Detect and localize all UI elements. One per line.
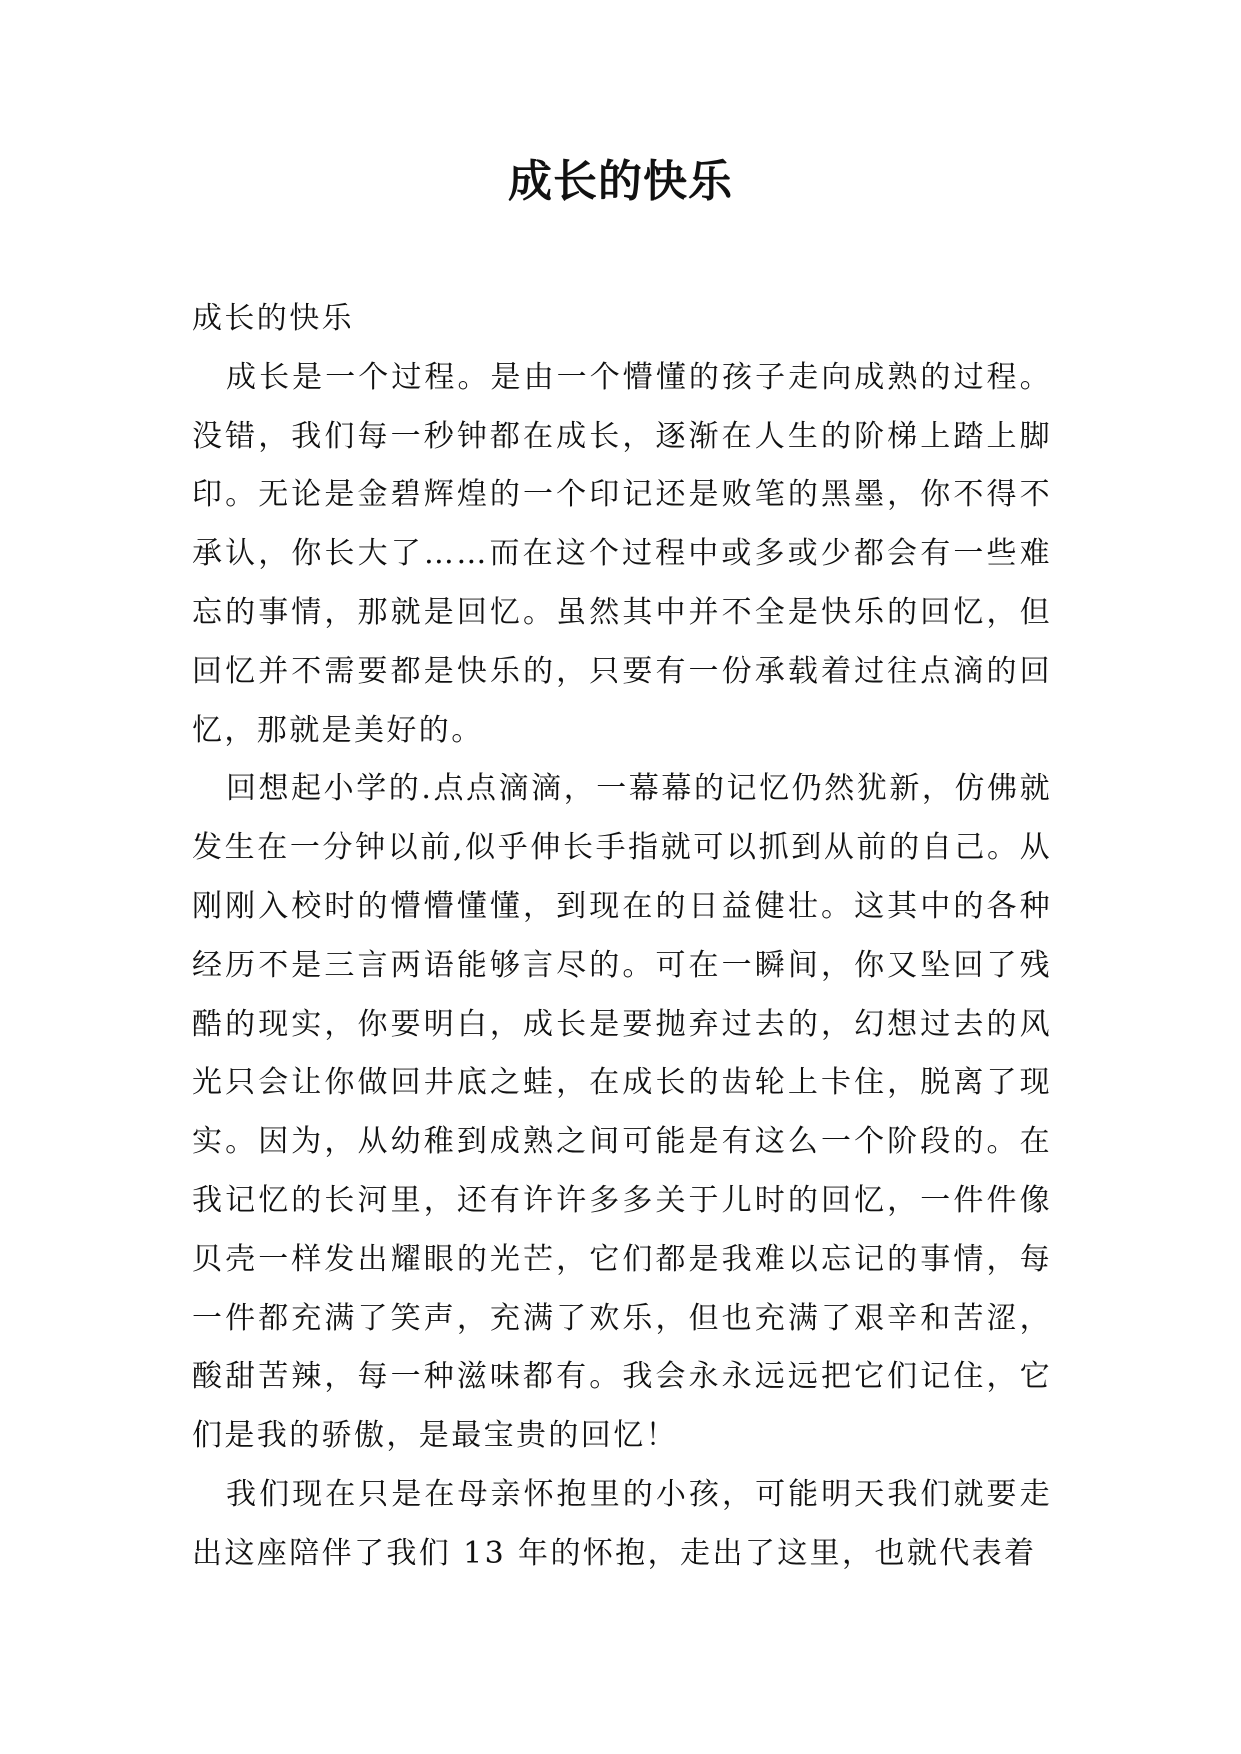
document-subtitle: 成长的快乐 (192, 301, 354, 336)
document-title: 成长的快乐 (508, 156, 733, 207)
paragraph-2: 回想起小学的.点点滴滴，一幕幕的记忆仍然犹新，仿佛就发生在一分钟以前,似乎伸长手指就可以抓到从前的自己。从刚刚入校时的懵懵懂懂，到现在的日益健壮。这其中的各种经历不是三言两语能够言尽的。可在一瞬间，你又坠回了残酷的现实，你要明白，成长是要抛弃过去的，幻想过去的风光只会让你做回井底之蛙，在成长的齿轮上卡住，脱离了现实。因为，从幼稚到成熟之间可能是有这么一个阶段的。在我记忆的长河里，还有许许多多关于儿时的回忆，一件件像贝壳一样发出耀眼的光芒，它们都是我难以忘记的事情，每一件都充满了笑声，充满了欢乐，但也充满了艰辛和苦涩，酸甜苦辣，每一种滋味都有。我会永永远远把它们记住，它们是我的骄傲，是最宝贵的回忆！ (192, 771, 1052, 1454)
paragraph-1: 成长是一个过程。是由一个懵懂的孩子走向成熟的过程。没错，我们每一秒钟都在成长，逐渐在人生的阶梯上踏上脚印。无论是金碧辉煌的一个印记还是败笔的黑墨，你不得不承认，你长大了……而在这个过程中或多或少都会有一些难忘的事情，那就是回忆。虽然其中并不全是快乐的回忆，但回忆并不需要都是快乐的，只要有一份承载着过往点滴的回忆，那就是美好的。 (192, 359, 1052, 748)
paragraph-3: 我们现在只是在母亲怀抱里的小孩，可能明天我们就要走出这座陪伴了我们 13 年的怀抱，走出了这里，也就代表着 (192, 1476, 1052, 1571)
document-body (192, 290, 1052, 1584)
